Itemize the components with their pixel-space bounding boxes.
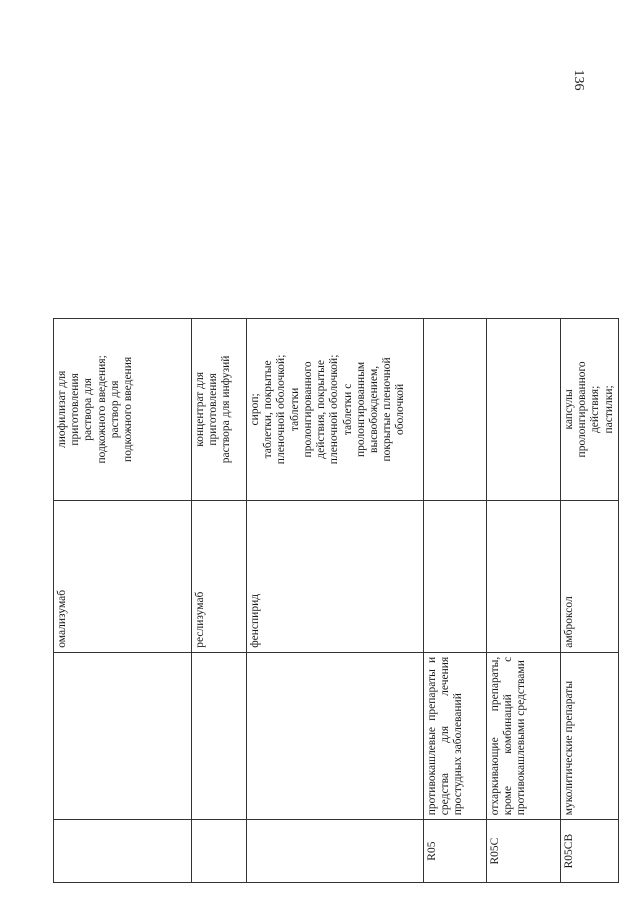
drug-name-cell: [561, 500, 619, 652]
dosage-form-line: таблетки, покрытые: [262, 360, 275, 459]
dosage-form-line: пленочной оболочкой;: [275, 354, 288, 465]
dosage-form-cell: [247, 319, 424, 501]
dosage-form-line: подкожного введения;: [95, 355, 108, 464]
group-cell: отхаркивающие препараты, кроме комбинаций с противокашлевыми средствами: [487, 652, 561, 819]
atc-code-cell: R05CB: [561, 820, 619, 883]
drug-name-cell: [424, 500, 487, 652]
dosage-form-line: раствора для: [82, 378, 95, 441]
table-row: [487, 319, 561, 883]
page-number: [566, 60, 590, 100]
group-cell: [54, 652, 192, 819]
dosage-form-line: таблетки: [288, 387, 301, 432]
table-row: [561, 319, 619, 883]
dosage-form-line: капсулы: [563, 389, 575, 430]
drug-table-rotated: [53, 318, 615, 883]
table-row: [247, 319, 424, 883]
dosage-form-line: раствор для: [108, 380, 121, 439]
drug-name-cell: [192, 500, 247, 652]
atc-code-cell: [192, 820, 247, 883]
dosage-form-line: раствора для инфузий: [220, 355, 233, 464]
dosage-form-line: концентрат для: [194, 371, 206, 447]
page-number-text: 136: [571, 69, 586, 91]
dosage-form-line: оболочкой: [394, 383, 407, 435]
drug-name-cell: [487, 500, 561, 652]
atc-code-cell: R05: [424, 820, 487, 883]
dosage-form-cell: [424, 319, 487, 501]
dosage-form-line: таблетки с: [341, 383, 354, 436]
dosage-form-line: действия, покрытые: [315, 360, 328, 459]
drug-name-cell: [54, 500, 192, 652]
dosage-form-line: пролонгированным: [354, 361, 367, 457]
dosage-form-line: пролонгированного: [576, 361, 589, 458]
drug-name: фенспирид: [249, 593, 261, 648]
drug-name: омализумаб: [56, 589, 68, 648]
atc-code-cell: [247, 820, 424, 883]
dosage-form-cell: [54, 319, 192, 501]
drug-name-cell: [247, 500, 424, 652]
dosage-form-line: сироп;: [249, 393, 261, 426]
group-cell: [247, 652, 424, 819]
dosage-form-line: приготовления: [69, 373, 82, 446]
group-cell: муколитические препараты: [561, 652, 619, 819]
dosage-form-line: пастилки;: [602, 385, 615, 434]
dosage-form-line: подкожного введения: [122, 356, 135, 462]
table-row: [54, 319, 192, 883]
atc-code-cell: R05C: [487, 820, 561, 883]
dosage-form-line: пролонгированного: [301, 361, 314, 458]
dosage-form-cell: [561, 319, 619, 501]
drug-name: амброксол: [563, 596, 575, 648]
drug-table: [53, 318, 619, 883]
atc-code-cell: [54, 820, 192, 883]
dosage-form-cell: [487, 319, 561, 501]
table-row: [192, 319, 247, 883]
group-cell: [192, 652, 247, 819]
dosage-form-line: лиофилизат для: [56, 370, 68, 449]
dosage-form-line: пленочной оболочкой;: [328, 354, 341, 465]
group-cell: противокашлевые препараты и средства для лечения простудных заболеваний: [424, 652, 487, 819]
dosage-form-line: действия;: [589, 385, 602, 434]
dosage-form-line: покрытые пленочной: [381, 357, 394, 462]
table-row: [424, 319, 487, 883]
drug-name: реслизумаб: [194, 591, 206, 648]
dosage-form-line: приготовления: [207, 373, 220, 446]
dosage-form-line: высвобождением,: [367, 365, 380, 453]
dosage-form-cell: [192, 319, 247, 501]
